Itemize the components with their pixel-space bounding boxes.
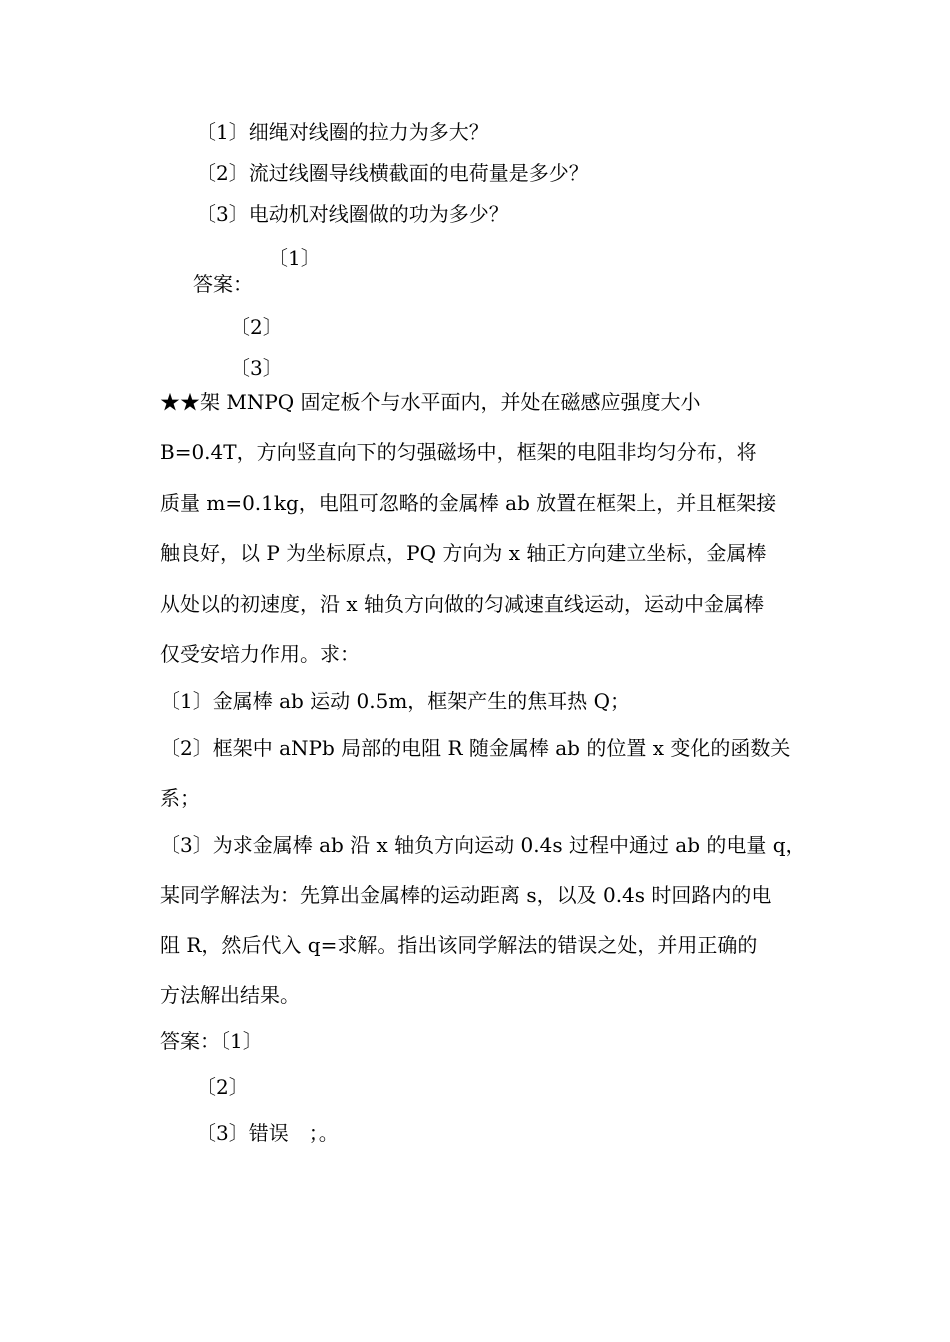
stem-line-3: 质量 m=0.1kg，电阻可忽略的金属棒 ab 放置在框架上，并且框架接 <box>160 491 777 515</box>
sub-question-3-line-1: 〔3〕为求金属棒 ab 沿 x 轴负方向运动 0.4s 过程中通过 ab 的电量 q， <box>160 833 806 857</box>
answer-line-1: 答案：〔1〕 <box>160 1029 263 1053</box>
sub-question-2-line-2: 系； <box>160 786 200 810</box>
answer-part-3: 〔3〕 <box>230 356 283 380</box>
answer-line-2: 〔2〕 <box>196 1075 249 1099</box>
sub-question-3-line-3: 阻 R，然后代入 q=求解。指出该同学解法的错误之处，并用正确的 <box>160 933 758 957</box>
answer-label: 答案： <box>193 272 253 296</box>
answer-part-1: 〔1〕 <box>268 246 321 270</box>
stem-line-5: 从处以的初速度，沿 x 轴负方向做的匀减速直线运动，运动中金属棒 <box>160 592 764 616</box>
sub-question-1: 〔1〕金属棒 ab 运动 0.5m，框架产生的焦耳热 Q； <box>160 689 631 713</box>
sub-question-3-line-2: 某同学解法为：先算出金属棒的运动距离 s，以及 0.4s 时回路内的电 <box>160 883 772 907</box>
stem-line-4: 触良好，以 P 为坐标原点，PQ 方向为 x 轴正方向建立坐标，金属棒 <box>160 541 767 565</box>
answer-line-3: 〔3〕错误 ；。 <box>196 1121 339 1145</box>
stem-line-2: B=0.4T，方向竖直向下的匀强磁场中，框架的电阻非均匀分布，将 <box>160 440 757 464</box>
answer-part-2: 〔2〕 <box>230 315 283 339</box>
question-3: 〔3〕电动机对线圈做的功为多少？ <box>196 202 509 226</box>
stem-line-6: 仅受安培力作用。求： <box>160 642 360 666</box>
question-2: 〔2〕流过线圈导线横截面的电荷量是多少？ <box>196 161 589 185</box>
sub-question-2-line-1: 〔2〕框架中 aNPb 局部的电阻 R 随金属棒 ab 的位置 x 变化的函数关 <box>160 736 791 760</box>
question-1: 〔1〕细绳对线圈的拉力为多大？ <box>196 120 489 144</box>
sub-question-3-line-4: 方法解出结果。 <box>160 983 300 1007</box>
stem-line-1: ★★架 MNPQ 固定板个与水平面内，并处在磁感应强度大小 <box>160 390 701 414</box>
